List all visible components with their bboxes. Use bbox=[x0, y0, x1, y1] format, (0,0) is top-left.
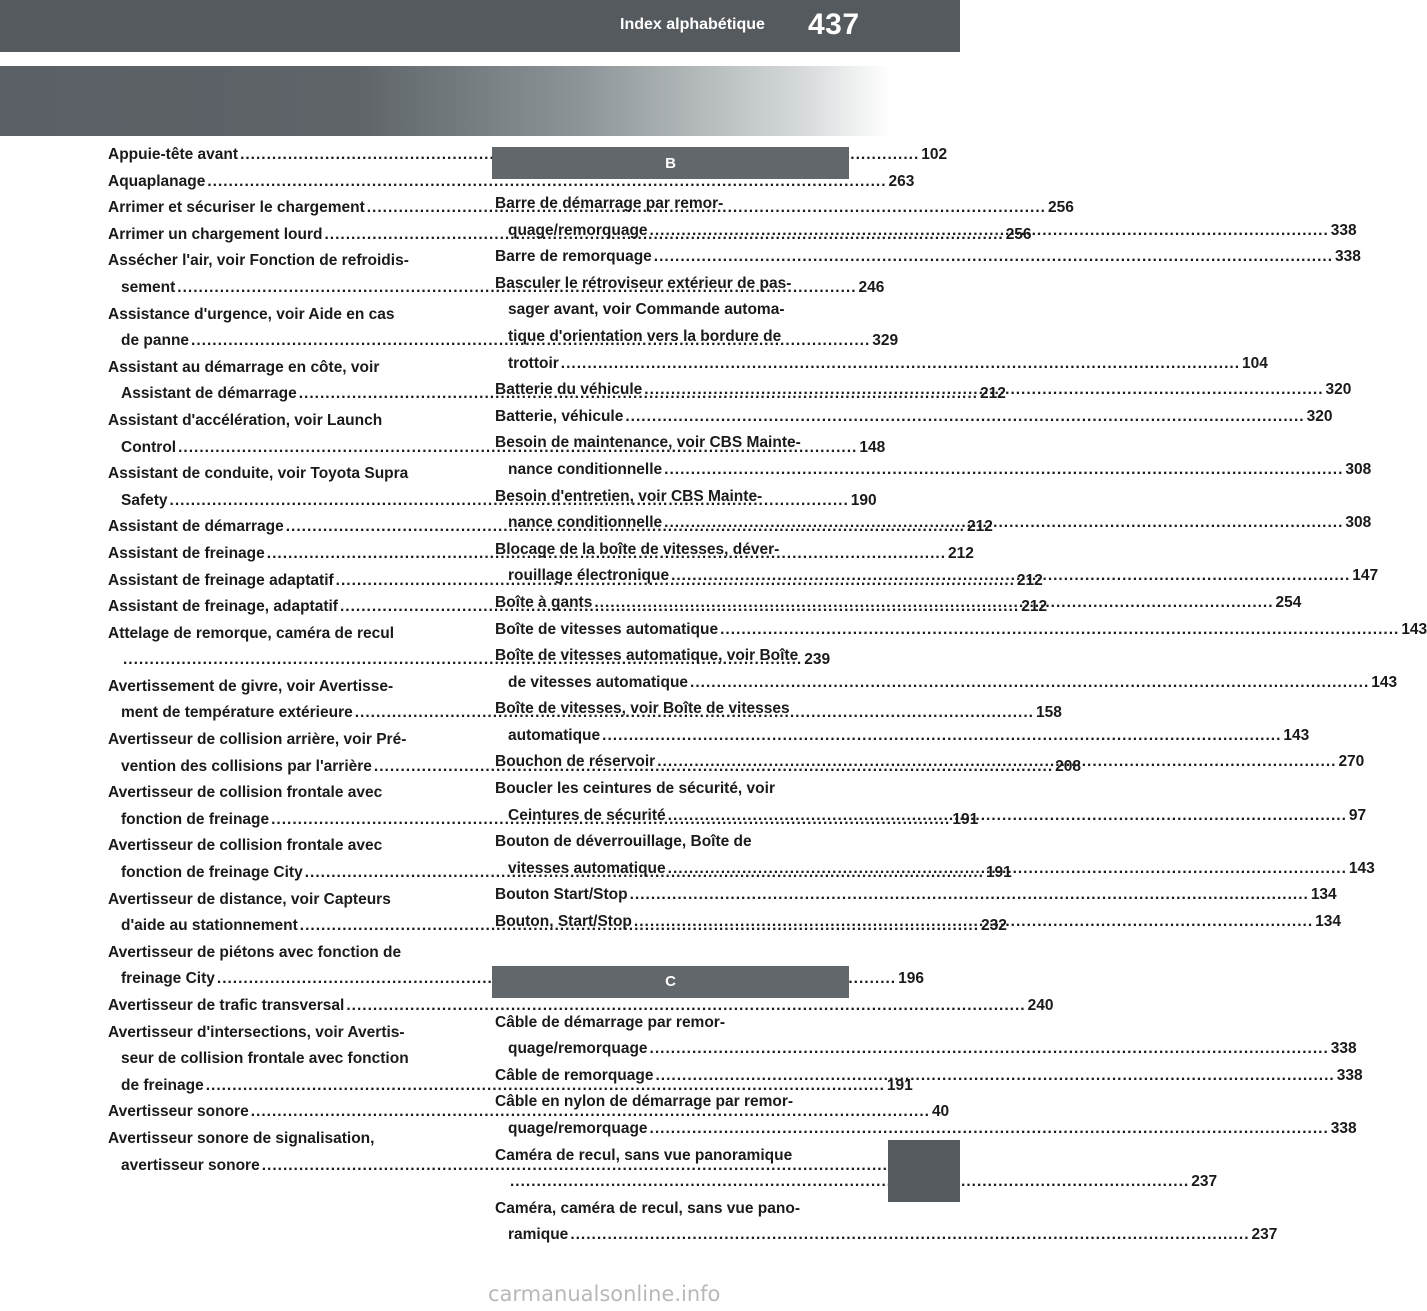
entry-leader-row bbox=[108, 1153, 455, 1180]
entry-text: rouillage électronique bbox=[508, 567, 670, 585]
index-entry[interactable] bbox=[495, 643, 1398, 696]
entry-page-number[interactable]: 338 bbox=[1336, 1066, 1363, 1084]
index-entry[interactable] bbox=[495, 882, 1337, 909]
dot-leader bbox=[510, 1173, 1189, 1190]
entry-page-number[interactable]: 246 bbox=[858, 278, 885, 296]
entry-page-number[interactable]: 196 bbox=[898, 970, 924, 988]
dot-leader bbox=[650, 1040, 1329, 1057]
index-entry[interactable] bbox=[495, 1143, 1218, 1196]
entry-page-number[interactable]: 256 bbox=[1047, 199, 1074, 217]
entry-text: Boîte de vitesses automatique bbox=[495, 620, 719, 638]
entry-leader-row bbox=[495, 351, 1268, 378]
entry-text: quage/remorquage bbox=[508, 1120, 648, 1137]
entry-page-number[interactable]: 254 bbox=[1275, 593, 1302, 611]
entry-text: Batterie du véhicule bbox=[495, 381, 643, 399]
entry-text: vitesses automatique bbox=[508, 859, 666, 877]
entry-page-number[interactable]: 338 bbox=[1330, 221, 1357, 239]
entry-text: trottoir bbox=[508, 354, 559, 372]
entry-text: fonction de freinage City bbox=[121, 864, 303, 882]
index-entry[interactable] bbox=[495, 1010, 1357, 1063]
dot-leader bbox=[570, 1226, 1249, 1243]
entry-text: Avertisseur de collision arrière, voir Pré- bbox=[108, 731, 407, 749]
entry-page-number[interactable]: 147 bbox=[1352, 567, 1379, 585]
entry-text: quage/remorquage bbox=[508, 221, 648, 239]
entry-page-number[interactable]: 338 bbox=[1330, 1120, 1357, 1137]
entry-leader-row bbox=[108, 993, 1054, 1020]
entry-page-number[interactable]: 40 bbox=[931, 1103, 950, 1121]
entry-page-number[interactable]: 191 bbox=[886, 1076, 913, 1094]
entry-page-number[interactable]: 212 bbox=[1021, 598, 1048, 616]
index-entry[interactable] bbox=[108, 993, 1054, 1020]
entry-text: Assistant de freinage adaptatif bbox=[108, 571, 334, 589]
entry-page-number[interactable]: 143 bbox=[1371, 673, 1398, 691]
dot-leader bbox=[594, 594, 1273, 611]
entry-text: d'aide au stationnement bbox=[121, 917, 298, 935]
entry-page-number[interactable]: 240 bbox=[1027, 997, 1054, 1014]
entry-leader-row bbox=[495, 404, 1333, 431]
entry-text: Aquaplanage bbox=[108, 172, 206, 190]
entry-text: Bouton, Start/Stop bbox=[495, 913, 632, 931]
entry-page-number[interactable]: 158 bbox=[1035, 704, 1062, 722]
index-entry[interactable] bbox=[495, 1196, 1278, 1249]
entry-page-number[interactable]: 134 bbox=[1310, 886, 1337, 904]
entry-text: Boucler les ceintures de sécurité, voir bbox=[495, 780, 775, 798]
entry-page-number[interactable]: 104 bbox=[1242, 354, 1268, 372]
entry-page-number[interactable]: 270 bbox=[1338, 753, 1365, 771]
entry-page-number[interactable]: 191 bbox=[985, 864, 1012, 882]
entry-text: Bouchon de réservoir bbox=[495, 753, 656, 771]
dot-leader bbox=[657, 753, 1336, 770]
entry-text: Caméra de recul, sans vue panoramique bbox=[495, 1146, 793, 1164]
entry-page-number[interactable]: 134 bbox=[1315, 913, 1341, 931]
entry-page-number[interactable]: 329 bbox=[872, 332, 899, 350]
entry-text: Besoin de maintenance, voir CBS Mainte- bbox=[495, 434, 801, 452]
index-entry[interactable] bbox=[495, 244, 1361, 271]
entry-leader-row bbox=[108, 142, 948, 169]
entry-text: Assistant au démarrage en côte, voir bbox=[108, 358, 380, 376]
entry-text: Barre de démarrage par remor- bbox=[495, 195, 724, 212]
entry-text: de freinage bbox=[121, 1076, 204, 1094]
index-entry[interactable] bbox=[495, 404, 1333, 431]
entry-page-number[interactable]: 191 bbox=[952, 810, 979, 828]
entry-text: Boîte de vitesses automatique, voir Boîte bbox=[495, 647, 799, 665]
index-entry[interactable] bbox=[108, 169, 915, 196]
entry-page-number[interactable]: 143 bbox=[1348, 859, 1375, 877]
entry-page-number[interactable]: 237 bbox=[1251, 1226, 1278, 1244]
entry-text: Ceintures de sécurité bbox=[508, 806, 666, 824]
entry-page-number[interactable]: 338 bbox=[1335, 248, 1361, 266]
watermark: carmanualsonline.info bbox=[488, 1282, 721, 1306]
dot-leader bbox=[561, 355, 1240, 372]
dot-leader bbox=[650, 222, 1329, 239]
entry-page-number[interactable]: 320 bbox=[1306, 407, 1333, 425]
entry-text: sement bbox=[121, 278, 176, 296]
entry-text: Avertisseur sonore de signalisation, bbox=[108, 1129, 375, 1147]
entry-text: Câble en nylon de démarrage par remor- bbox=[495, 1093, 794, 1111]
entry-text: Barre de remorquage bbox=[495, 248, 652, 266]
dot-leader bbox=[690, 674, 1369, 691]
entry-text: Assistant de démarrage bbox=[108, 518, 284, 536]
entry-text: Assistant de freinage, adaptatif bbox=[108, 598, 338, 616]
dot-leader bbox=[650, 1120, 1329, 1137]
dot-leader bbox=[644, 381, 1323, 398]
entry-text: Avertisseur de collision frontale avec bbox=[108, 784, 383, 802]
entry-page-number[interactable]: 338 bbox=[1330, 1040, 1357, 1058]
entry-text: Avertissement de givre, voir Avertisse- bbox=[108, 677, 394, 695]
dot-leader bbox=[625, 408, 1304, 425]
entry-leader-row bbox=[108, 169, 915, 196]
entry-text: Bouton de déverrouillage, Boîte de bbox=[495, 833, 752, 851]
entry-text: fonction de freinage bbox=[121, 810, 270, 828]
index-entry[interactable] bbox=[108, 1126, 455, 1179]
entry-page-number[interactable]: 102 bbox=[921, 146, 948, 163]
dot-leader bbox=[671, 567, 1350, 584]
entry-text: Avertisseur de trafic transversal bbox=[108, 997, 345, 1014]
page-number: 437 bbox=[808, 8, 860, 41]
entry-leader-row bbox=[495, 617, 1427, 644]
entry-leader-row bbox=[495, 1036, 1357, 1063]
dot-leader bbox=[654, 248, 1333, 265]
section-header-c: C bbox=[492, 966, 849, 998]
entry-text: Câble de démarrage par remor- bbox=[495, 1013, 726, 1031]
entry-page-number[interactable]: 256 bbox=[1005, 225, 1032, 243]
index-entry[interactable] bbox=[495, 617, 1427, 644]
entry-leader-row bbox=[495, 882, 1337, 909]
entry-text: vention des collisions par l'arrière bbox=[121, 757, 372, 775]
entry-text: Arrimer et sécuriser le chargement bbox=[108, 199, 365, 217]
entry-page-number[interactable]: 143 bbox=[1401, 620, 1427, 638]
entry-leader-row bbox=[495, 723, 1310, 750]
entry-leader-row bbox=[495, 670, 1398, 697]
entry-page-number[interactable]: 208 bbox=[1055, 757, 1082, 775]
index-entry[interactable] bbox=[108, 142, 948, 169]
entry-page-number[interactable]: 190 bbox=[850, 491, 877, 509]
section-header-b: B bbox=[492, 147, 849, 179]
entry-page-number[interactable]: 212 bbox=[948, 544, 974, 562]
entry-text: Appuie-tête avant bbox=[108, 146, 239, 163]
entry-page-number[interactable]: 143 bbox=[1283, 726, 1310, 744]
entry-text: Avertisseur d'intersections, voir Avertis- bbox=[108, 1023, 405, 1041]
chapter-tab bbox=[888, 1140, 960, 1202]
entry-text: Batterie, véhicule bbox=[495, 407, 624, 425]
entry-page-number[interactable]: 308 bbox=[1345, 514, 1372, 532]
entry-text: Avertisseur de distance, voir Capteurs bbox=[108, 890, 391, 908]
entry-text: Assistant de conduite, voir Toyota Supra bbox=[108, 465, 409, 483]
entry-text: freinage City bbox=[121, 970, 215, 988]
dot-leader bbox=[668, 807, 1347, 824]
entry-text: Câble de remorquage bbox=[495, 1066, 654, 1084]
entry-text: Avertisseur sonore bbox=[108, 1103, 249, 1121]
entry-text: Bouton Start/Stop bbox=[495, 886, 628, 904]
entry-text: seur de collision frontale avec fonction bbox=[121, 1050, 409, 1068]
entry-text: Assécher l'air, voir Fonction de refroidis- bbox=[108, 252, 409, 270]
dot-leader bbox=[720, 621, 1399, 638]
header-banner bbox=[0, 66, 890, 136]
entry-text: Assistant de démarrage bbox=[121, 385, 297, 403]
entry-leader-row bbox=[495, 1169, 1218, 1196]
entry-page-number[interactable]: 263 bbox=[888, 172, 915, 190]
entry-text: Boîte de vitesses, voir Boîte de vitesses bbox=[495, 700, 790, 718]
entry-text: Assistance d'urgence, voir Aide en cas bbox=[108, 305, 395, 323]
dot-leader bbox=[656, 1067, 1335, 1084]
entry-page-number[interactable]: 237 bbox=[1191, 1173, 1218, 1191]
entry-text: Blocage de la boîte de vitesses, déver- bbox=[495, 540, 780, 558]
index-entry[interactable] bbox=[108, 940, 924, 993]
entry-page-number[interactable]: 97 bbox=[1348, 806, 1367, 824]
entry-text: Basculer le rétroviseur extérieur de pas- bbox=[495, 274, 792, 292]
entry-page-number[interactable]: 212 bbox=[979, 385, 1006, 403]
entry-page-number[interactable]: 148 bbox=[859, 438, 886, 456]
entry-page-number[interactable]: 308 bbox=[1345, 460, 1372, 478]
entry-page-number[interactable]: 232 bbox=[981, 917, 1007, 935]
entry-text: Besoin d'entretien, voir CBS Mainte- bbox=[495, 487, 763, 505]
entry-text: Avertisseur de piétons avec fonction de bbox=[108, 943, 402, 961]
dot-leader bbox=[602, 727, 1281, 744]
entry-text: Avertisseur de collision frontale avec bbox=[108, 837, 383, 855]
entry-text: avertisseur sonore bbox=[121, 1156, 260, 1174]
entry-leader-row bbox=[495, 457, 1372, 484]
dot-leader bbox=[664, 514, 1343, 531]
entry-page-number[interactable]: 320 bbox=[1325, 381, 1352, 399]
entry-text: ment de température extérieure bbox=[121, 704, 353, 722]
entry-leader-row bbox=[495, 1116, 1357, 1143]
entry-text: de vitesses automatique bbox=[508, 673, 689, 691]
dot-leader bbox=[668, 860, 1347, 877]
entry-text: automatique bbox=[508, 726, 601, 744]
entry-page-number[interactable]: 212 bbox=[966, 518, 993, 536]
entry-leader-row bbox=[495, 244, 1361, 271]
dot-leader bbox=[664, 461, 1343, 478]
entry-text: Boîte à gants bbox=[495, 593, 593, 611]
entry-leader-row bbox=[108, 966, 924, 993]
entry-text: Assistant de freinage bbox=[108, 544, 265, 562]
entry-text: de panne bbox=[121, 332, 190, 350]
entry-text: ramique bbox=[508, 1226, 569, 1244]
entry-text: Arrimer un chargement lourd bbox=[108, 225, 323, 243]
dot-leader bbox=[634, 913, 1313, 930]
entry-text: Control bbox=[121, 438, 177, 456]
dot-leader bbox=[630, 886, 1309, 903]
entry-text: Safety bbox=[121, 491, 168, 509]
entry-text: sager avant, voir Commande automa- bbox=[508, 301, 785, 319]
entry-text: Caméra, caméra de recul, sans vue pano- bbox=[495, 1199, 800, 1217]
entry-text: quage/remorquage bbox=[508, 1040, 648, 1058]
header-title: Index alphabétique bbox=[620, 16, 765, 33]
entry-page-number[interactable]: 212 bbox=[1016, 571, 1043, 589]
entry-text: Assistant d'accélération, voir Launch bbox=[108, 411, 383, 429]
entry-leader-row bbox=[495, 1222, 1278, 1249]
entry-text: nance conditionnelle bbox=[508, 514, 663, 532]
entry-page-number[interactable]: 239 bbox=[804, 651, 831, 669]
entry-text: nance conditionnelle bbox=[508, 460, 663, 478]
entry-text: tique d'orientation vers la bordure de bbox=[508, 327, 782, 345]
entry-text: Attelage de remorque, caméra de recul bbox=[108, 624, 395, 642]
